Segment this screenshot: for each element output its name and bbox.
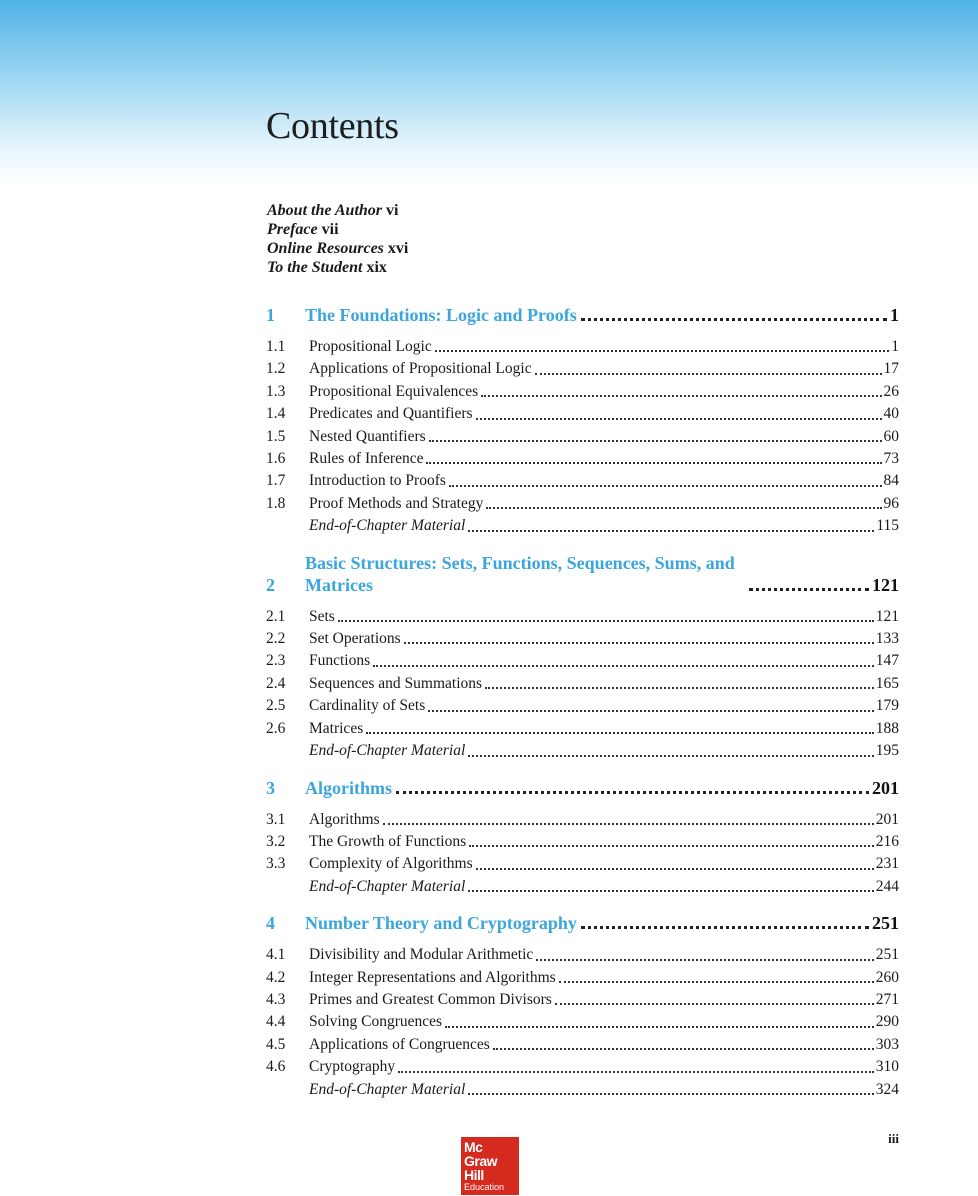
section-number: 1.5 <box>266 427 286 445</box>
chapter-title-wrap <box>305 777 899 799</box>
front-matter-item[interactable]: Online Resources xvi <box>267 240 409 257</box>
dot-leader <box>449 485 882 487</box>
page-title: Contents <box>266 105 399 147</box>
section-row[interactable] <box>266 493 899 515</box>
dot-leader <box>426 462 881 464</box>
section-row[interactable] <box>266 448 899 470</box>
section-title: Cardinality of Sets <box>309 697 426 715</box>
chapter <box>266 912 899 1101</box>
section-row[interactable] <box>266 989 899 1011</box>
section-row[interactable] <box>266 426 899 448</box>
chapter-page: 251 <box>872 913 899 934</box>
chapter-title-wrap <box>305 552 899 596</box>
dot-leader <box>373 665 874 667</box>
section-row[interactable] <box>266 944 899 966</box>
section-row[interactable] <box>266 695 899 717</box>
chapter-page: 1 <box>890 305 899 325</box>
section-page: 195 <box>875 742 899 760</box>
dot-leader <box>428 710 874 712</box>
section-title: Functions <box>309 652 371 670</box>
section-title: The Growth of Functions <box>309 832 467 850</box>
section-row[interactable] <box>266 967 899 989</box>
dot-leader <box>445 1026 874 1028</box>
section-row[interactable] <box>266 718 899 740</box>
dot-leader <box>749 588 869 591</box>
section-title: Nested Quantifiers <box>309 427 426 445</box>
chapter <box>266 552 899 763</box>
section-number: 2.4 <box>266 674 286 692</box>
chapter-page: 121 <box>872 574 899 595</box>
section-row[interactable] <box>266 606 899 628</box>
section-number: 4.2 <box>266 968 286 986</box>
section-number: 1.8 <box>266 494 286 512</box>
section-row[interactable] <box>266 831 899 853</box>
chapter-heading[interactable] <box>266 304 899 326</box>
dot-leader <box>468 1093 873 1095</box>
section-number: 1.7 <box>266 472 286 490</box>
section-number: 3.3 <box>266 855 286 873</box>
dot-leader <box>581 318 887 321</box>
dot-leader <box>555 1003 874 1005</box>
section-row[interactable] <box>266 876 899 898</box>
chapter-heading[interactable] <box>266 552 899 596</box>
section-page: 133 <box>875 630 899 648</box>
section-title: Applications of Congruences <box>309 1035 490 1053</box>
section-title: Predicates and Quantifiers <box>309 405 473 423</box>
chapter <box>266 304 899 538</box>
chapter <box>266 777 899 899</box>
section-number: 4.6 <box>266 1058 286 1076</box>
section-title: Propositional Logic <box>309 338 432 355</box>
section-row[interactable] <box>266 809 899 831</box>
dot-leader <box>396 791 869 794</box>
section-row[interactable] <box>266 1056 899 1078</box>
section-title: Propositional Equivalences <box>309 382 479 400</box>
section-number: 2.2 <box>266 630 286 648</box>
dot-leader <box>476 868 874 870</box>
section-title: Algorithms <box>309 810 380 828</box>
section-list <box>266 944 899 1101</box>
section-row[interactable] <box>266 853 899 875</box>
dot-leader <box>485 687 874 689</box>
section-page: 26 <box>883 382 899 400</box>
section-title: Rules of Inference <box>309 450 424 468</box>
section-page: 201 <box>875 810 899 828</box>
section-row[interactable] <box>266 515 899 537</box>
dot-leader <box>435 350 890 352</box>
dot-leader <box>493 1048 874 1050</box>
section-number: 4.4 <box>266 1013 286 1031</box>
dot-leader <box>366 732 874 734</box>
dot-leader <box>469 845 874 847</box>
section-page: 216 <box>875 832 899 850</box>
section-row[interactable] <box>266 358 899 380</box>
section-title: Divisibility and Modular Arithmetic <box>309 946 534 964</box>
section-number: 1.3 <box>266 382 286 400</box>
chapter-number: 1 <box>266 305 275 325</box>
section-number: 4.1 <box>266 946 286 964</box>
section-page: 40 <box>883 405 899 423</box>
section-number: 1.4 <box>266 405 286 423</box>
chapter-title: Number Theory and Cryptography <box>305 913 577 934</box>
section-row[interactable] <box>266 336 899 358</box>
section-page: 324 <box>875 1080 899 1098</box>
section-page: 1 <box>891 338 899 355</box>
section-title: Primes and Greatest Common Divisors <box>309 990 552 1008</box>
section-number: 2.3 <box>266 652 286 670</box>
section-title: Applications of Propositional Logic <box>309 360 532 378</box>
section-list <box>266 809 899 899</box>
section-list <box>266 336 899 538</box>
front-matter-item[interactable]: Preface vii <box>267 221 339 238</box>
dot-leader <box>581 926 869 929</box>
section-title: End-of-Chapter Material <box>309 742 466 760</box>
section-page: 188 <box>875 719 899 737</box>
dot-leader <box>429 440 882 442</box>
section-page: 121 <box>875 607 899 625</box>
chapter-title: Basic Structures: Sets, Functions, Sequences, Sums, and Matrices <box>305 552 735 595</box>
chapter-number: 2 <box>266 574 275 595</box>
section-title: Proof Methods and Strategy <box>309 494 484 512</box>
dot-leader <box>481 395 881 397</box>
section-title: End-of-Chapter Material <box>309 877 466 895</box>
section-page: 147 <box>875 652 899 670</box>
section-row[interactable] <box>266 1011 899 1033</box>
section-number: 3.2 <box>266 832 286 850</box>
section-page: 96 <box>883 494 899 512</box>
chapter-title: The Foundations: Logic and Proofs <box>305 305 577 325</box>
section-number: 4.5 <box>266 1035 286 1053</box>
section-title: Matrices <box>309 719 364 737</box>
front-matter-list <box>267 201 667 277</box>
front-matter-item[interactable]: To the Student xix <box>267 259 387 276</box>
section-row[interactable] <box>266 628 899 650</box>
chapter-number: 3 <box>266 777 275 798</box>
section-title: Cryptography <box>309 1058 396 1076</box>
section-title: Solving Congruences <box>309 1013 443 1031</box>
dot-leader <box>383 823 874 825</box>
page-number: iii <box>888 1131 899 1146</box>
section-title: End-of-Chapter Material <box>309 517 466 535</box>
chapter-page: 201 <box>872 777 899 798</box>
table-of-contents <box>266 304 899 1115</box>
section-number: 2.6 <box>266 719 286 737</box>
section-row[interactable] <box>266 740 899 762</box>
section-row[interactable] <box>266 673 899 695</box>
section-page: 310 <box>875 1058 899 1076</box>
section-number: 2.1 <box>266 607 286 625</box>
section-title: End-of-Chapter Material <box>309 1080 466 1098</box>
section-title: Introduction to Proofs <box>309 472 446 490</box>
chapter-heading[interactable] <box>266 777 899 799</box>
section-number: 3.1 <box>266 810 286 828</box>
section-page: 290 <box>875 1013 899 1031</box>
section-row[interactable] <box>266 1079 899 1101</box>
section-page: 231 <box>875 855 899 873</box>
section-title: Sequences and Summations <box>309 674 483 692</box>
dot-leader <box>486 507 881 509</box>
section-page: 251 <box>875 946 899 964</box>
section-page: 73 <box>883 450 899 468</box>
dot-leader <box>404 642 874 644</box>
dot-leader <box>476 418 882 420</box>
section-row[interactable] <box>266 1034 899 1056</box>
dot-leader <box>338 620 874 622</box>
section-title: Integer Representations and Algorithms <box>309 968 556 986</box>
section-number: 1.6 <box>266 450 286 468</box>
section-page: 84 <box>883 472 899 490</box>
section-row[interactable] <box>266 650 899 672</box>
section-number: 4.3 <box>266 990 286 1008</box>
dot-leader <box>535 373 882 375</box>
section-list <box>266 606 899 763</box>
section-page: 244 <box>875 877 899 895</box>
chapter-title: Algorithms <box>305 777 392 798</box>
section-page: 115 <box>876 517 899 535</box>
section-row[interactable] <box>266 470 899 492</box>
chapter-number: 4 <box>266 913 275 934</box>
section-number: 1.1 <box>266 338 286 355</box>
section-row[interactable] <box>266 403 899 425</box>
chapter-title-wrap <box>305 304 899 326</box>
section-title: Set Operations <box>309 630 401 648</box>
dot-leader <box>468 530 874 532</box>
section-page: 303 <box>875 1035 899 1053</box>
section-row[interactable] <box>266 381 899 403</box>
section-page: 17 <box>883 360 899 378</box>
section-number: 2.5 <box>266 697 286 715</box>
section-page: 179 <box>875 697 899 715</box>
section-title: Complexity of Algorithms <box>309 855 473 873</box>
dot-leader <box>468 755 873 757</box>
dot-leader <box>398 1071 874 1073</box>
section-page: 260 <box>875 968 899 986</box>
section-page: 165 <box>875 674 899 692</box>
section-page: 271 <box>875 990 899 1008</box>
dot-leader <box>559 981 874 983</box>
publisher-logo: Mc Graw Hill Education <box>461 1137 519 1195</box>
dot-leader <box>536 959 873 961</box>
section-page: 60 <box>883 427 899 445</box>
chapter-title-wrap <box>305 912 899 934</box>
chapter-heading[interactable] <box>266 912 899 934</box>
dot-leader <box>468 890 873 892</box>
section-title: Sets <box>309 607 335 625</box>
section-number: 1.2 <box>266 360 286 378</box>
front-matter-item[interactable]: About the Author vi <box>267 202 399 219</box>
